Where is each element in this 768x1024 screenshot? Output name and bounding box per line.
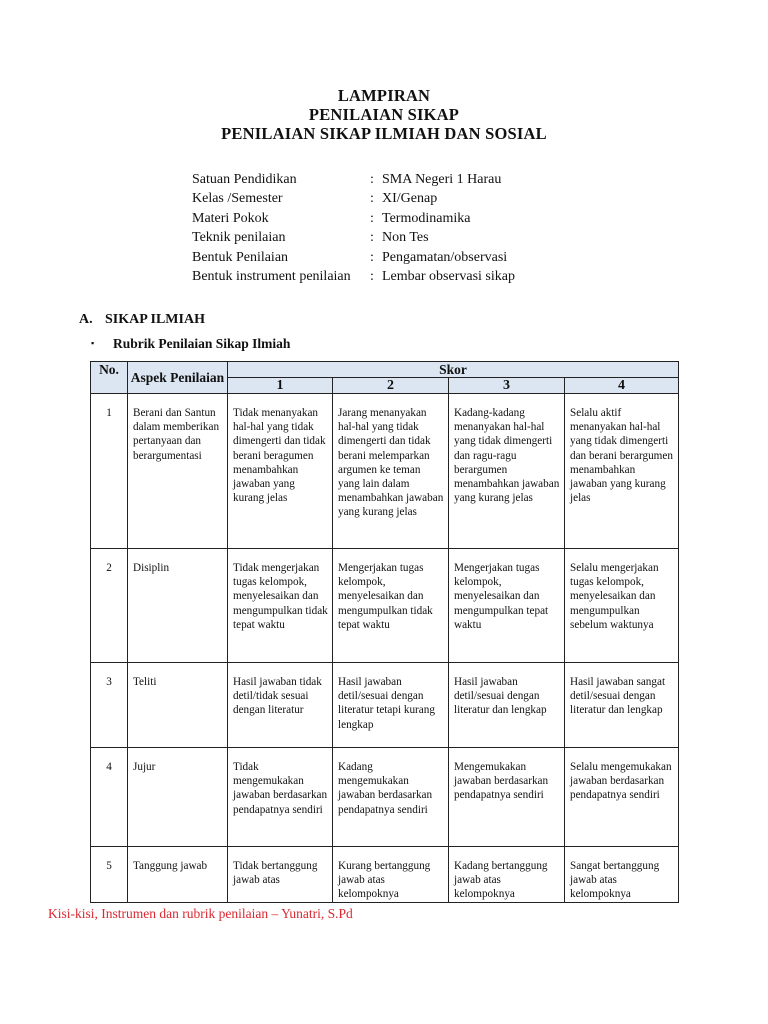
row-aspek: Jujur: [128, 748, 228, 847]
row-score-2: Kadang mengemukakan jawaban berdasarkan pendapatnya sendiri: [333, 748, 449, 847]
info-row: [192, 267, 515, 286]
info-row: [192, 209, 515, 228]
row-aspek: Tanggung jawab: [128, 847, 228, 903]
info-value: Lembar observasi sikap: [382, 269, 515, 285]
info-row: [192, 228, 515, 247]
row-score-4: Sangat bertanggung jawab atas kelompoknya: [565, 847, 679, 903]
info-value: Termodinamika: [382, 210, 471, 226]
row-aspek: Disiplin: [128, 549, 228, 663]
row-score-3: Mengemukakan jawaban berdasarkan pendapatnya sendiri: [449, 748, 565, 847]
info-label: Satuan Pendidikan: [192, 172, 297, 187]
row-score-1: Tidak menanyakan hal-hal yang tidak dimengerti dan tidak berani beragumen menambahkan jawaban yang kurang jelas: [228, 394, 333, 549]
row-score-4: Hasil jawaban sangat detil/sesuai dengan literatur dan lengkap: [565, 663, 679, 748]
info-colon: :: [370, 249, 374, 265]
info-value: SMA Negeri 1 Harau: [382, 172, 502, 187]
info-row: [192, 189, 515, 208]
header-no: No.: [91, 362, 128, 394]
rubric-table: [90, 361, 679, 903]
document-title: [0, 86, 768, 143]
table-row: [91, 748, 679, 847]
title-line-2: PENILAIAN SIKAP: [308, 105, 460, 124]
info-label: Bentuk Penilaian: [192, 249, 289, 265]
row-score-4: Selalu mengerjakan tugas kelompok, menyelesaikan dan mengumpulkan sebelum waktunya: [565, 549, 679, 663]
row-aspek: Berani dan Santun dalam memberikan pertanyaan dan berargumentasi: [128, 394, 228, 549]
section-letter: A.: [79, 312, 93, 327]
info-value: Pengamatan/observasi: [382, 249, 508, 265]
row-score-2: Jarang menanyakan hal-hal yang tidak dimengerti dan tidak berani melemparkan argumen ke teman yang lain dalam menambahkan jawaban yang kurang jelas: [333, 394, 449, 549]
info-label: Materi Pokok: [192, 210, 269, 226]
row-no: 3: [91, 663, 128, 748]
footer-credit: Kisi-kisi, Instrumen dan rubrik penilaian – Yunatri, S.Pd: [48, 906, 353, 921]
header-score-2: 2: [333, 378, 449, 394]
header-score-1: 1: [228, 378, 333, 394]
table-row: [91, 663, 679, 748]
row-score-4: Selalu mengemukakan jawaban berdasarkan pendapatnya sendiri: [565, 748, 679, 847]
row-score-4: Selalu aktif menanyakan hal-hal yang tidak dimengerti dan berani berargumen menambahkan jawaban yang kurang jelas: [565, 394, 679, 549]
row-score-3: Mengerjakan tugas kelompok, menyelesaikan dan mengumpulkan tepat waktu: [449, 549, 565, 663]
row-score-3: Kadang bertanggung jawab atas kelompoknya: [449, 847, 565, 903]
info-row: [192, 248, 515, 267]
info-block: [192, 170, 515, 286]
row-no: 1: [91, 394, 128, 549]
info-label: Bentuk instrument penilaian: [192, 269, 351, 285]
bullet-icon: ▪: [91, 338, 95, 348]
row-score-2: Mengerjakan tugas kelompok, menyelesaikan dan mengumpulkan tidak tepat waktu: [333, 549, 449, 663]
header-score-4: 4: [565, 378, 679, 394]
info-value: Non Tes: [382, 230, 429, 246]
info-label: Kelas /Semester: [192, 191, 283, 207]
row-score-1: Tidak bertanggung jawab atas: [228, 847, 333, 903]
info-colon: :: [370, 210, 374, 226]
title-line-3: PENILAIAN SIKAP ILMIAH DAN SOSIAL: [221, 124, 547, 143]
row-no: 4: [91, 748, 128, 847]
row-score-3: Kadang-kadang menanyakan hal-hal yang tidak dimengerti dan ragu-ragu berargumen menambahkan jawaban yang kurang jelas: [449, 394, 565, 549]
table-row: [91, 847, 679, 903]
row-aspek: Teliti: [128, 663, 228, 748]
table-row: [91, 549, 679, 663]
row-score-3: Hasil jawaban detil/sesuai dengan literatur dan lengkap: [449, 663, 565, 748]
info-colon: :: [370, 191, 374, 207]
row-score-2: Kurang bertanggung jawab atas kelompoknya: [333, 847, 449, 903]
subsection-heading: [91, 336, 290, 352]
info-colon: :: [370, 230, 374, 246]
title-line-1: LAMPIRAN: [337, 86, 431, 105]
section-heading: [79, 312, 205, 328]
subsection-title: Rubrik Penilaian Sikap Ilmiah: [113, 336, 291, 351]
info-label: Teknik penilaian: [192, 230, 286, 246]
info-colon: :: [370, 172, 374, 187]
section-title: SIKAP ILMIAH: [105, 312, 205, 327]
header-aspek: Aspek Penilaian: [128, 362, 228, 394]
header-skor: Skor: [228, 362, 679, 378]
row-score-2: Hasil jawaban detil/sesuai dengan literatur tetapi kurang lengkap: [333, 663, 449, 748]
row-score-1: Tidak mengemukakan jawaban berdasarkan pendapatnya sendiri: [228, 748, 333, 847]
info-row: [192, 170, 515, 189]
header-score-3: 3: [449, 378, 565, 394]
table-row: [91, 394, 679, 549]
info-colon: :: [370, 269, 374, 285]
row-score-1: Hasil jawaban tidak detil/tidak sesuai dengan literatur: [228, 663, 333, 748]
info-value: XI/Genap: [382, 191, 438, 207]
row-no: 5: [91, 847, 128, 903]
row-no: 2: [91, 549, 128, 663]
row-score-1: Tidak mengerjakan tugas kelompok, menyelesaikan dan mengumpulkan tidak tepat waktu: [228, 549, 333, 663]
